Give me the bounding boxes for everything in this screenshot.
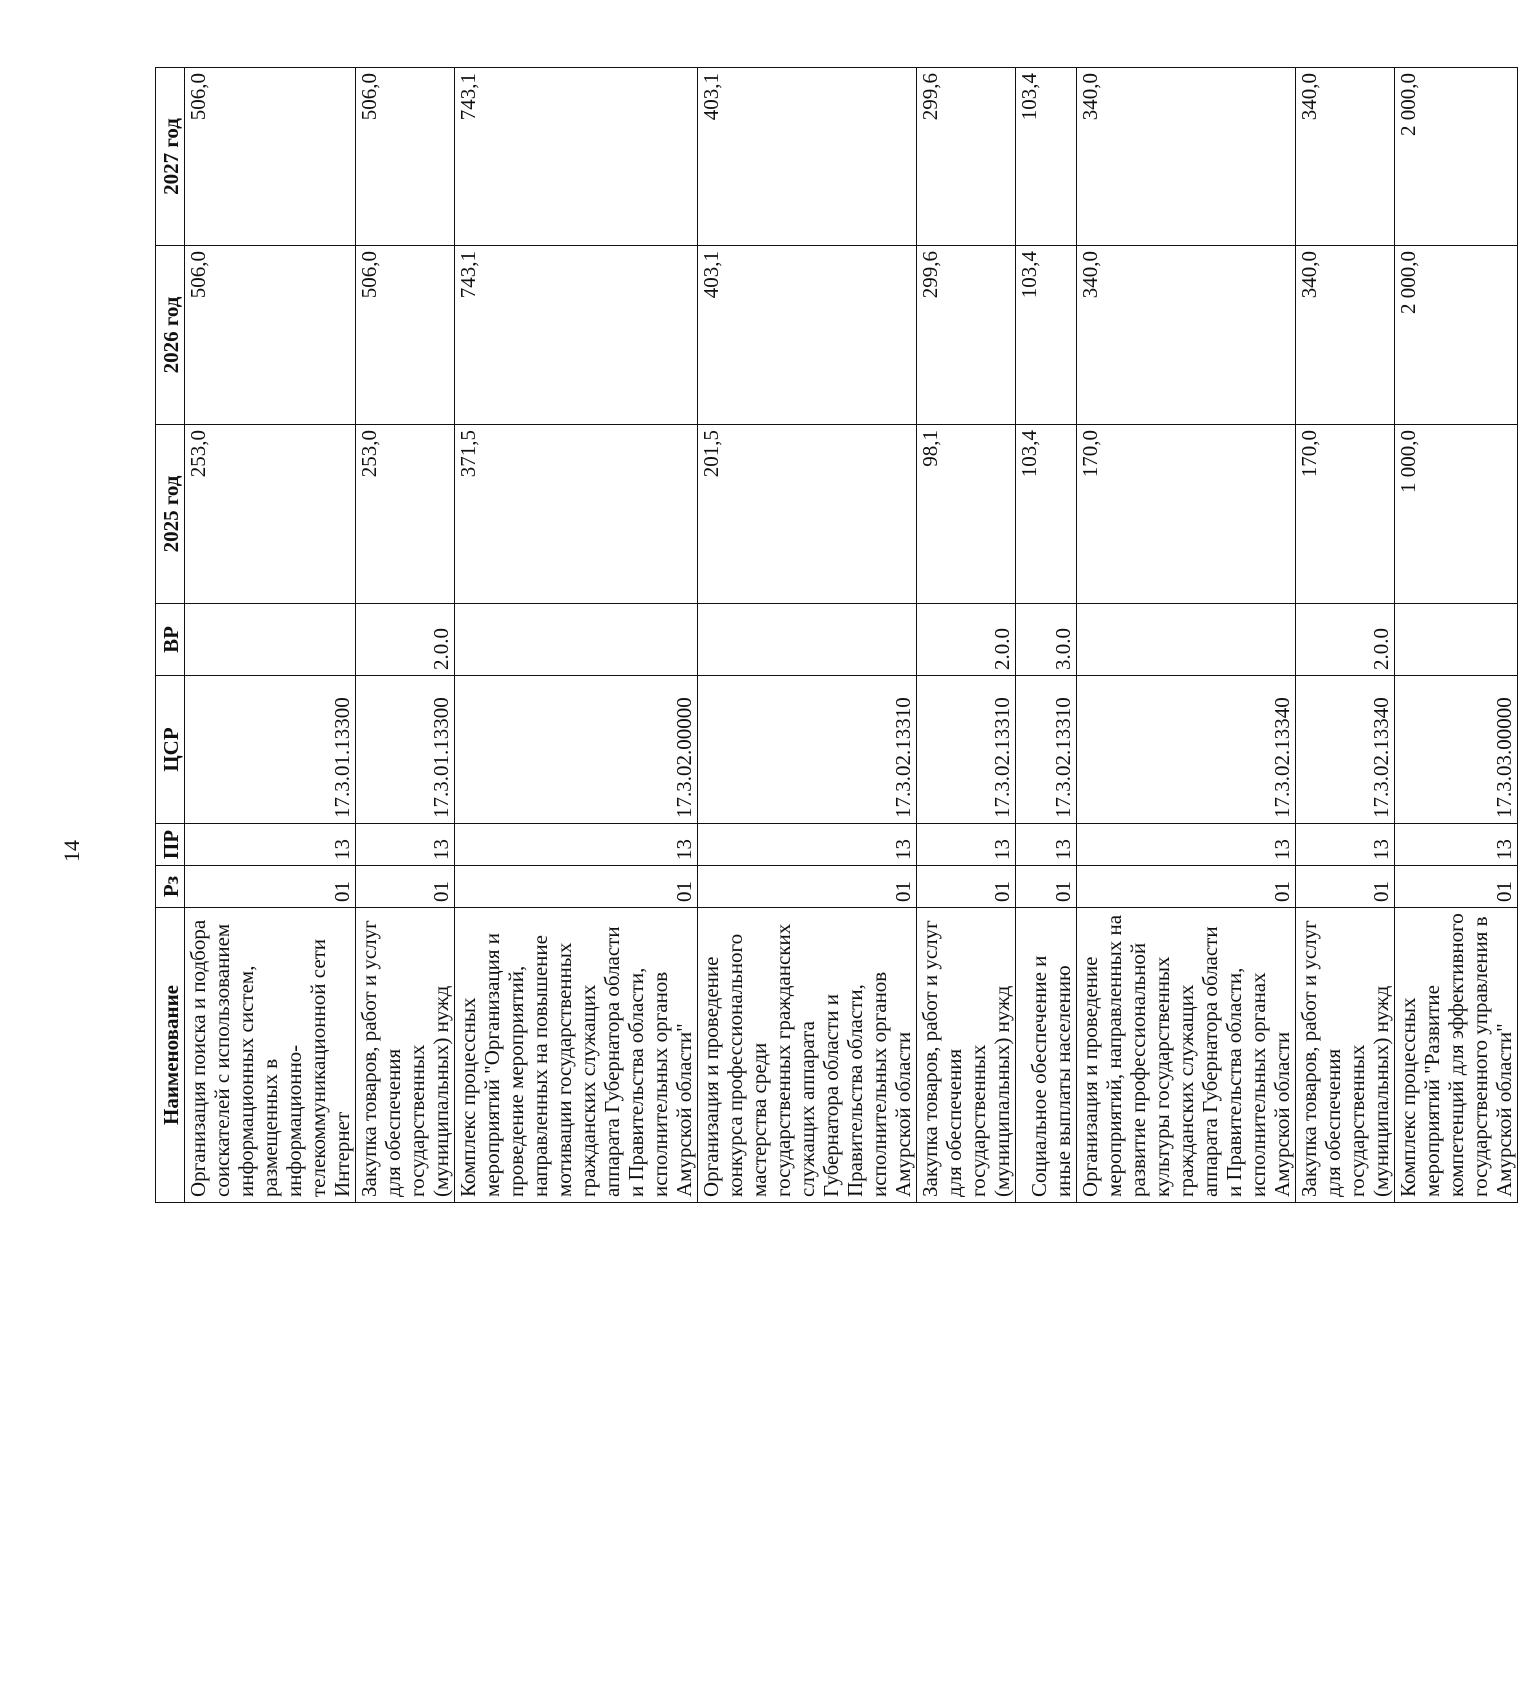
cell-csr: 17.3.02.13340 <box>1077 676 1296 824</box>
table-row <box>1016 68 1077 1203</box>
table-row <box>356 68 455 1203</box>
cell-2026: 103,4 <box>1016 246 1077 425</box>
cell-name: Комплекс процессных мероприятий "Организация и проведение мероприятий, направленных на повышение мотивации государственных гражданских служащих аппарата Губернатора области и Правительства области, исполнительных органов Амурской области" <box>455 908 698 1203</box>
table-row <box>1296 68 1395 1203</box>
cell-csr: 17.3.02.13310 <box>917 676 1016 824</box>
cell-rz: 01 <box>1016 866 1077 908</box>
page-number: 14 <box>59 840 84 862</box>
cell-vr <box>455 604 698 676</box>
cell-name: Социальное обеспечение и иные выплаты населению <box>1016 908 1077 1203</box>
table-row <box>455 68 698 1203</box>
cell-name: Организация поиска и подбора соискателей с использованием информационных систем, размещенных в информационно-телекоммуникационной сети Интернет <box>185 908 356 1203</box>
cell-2026: 340,0 <box>1296 246 1395 425</box>
cell-vr <box>1077 604 1296 676</box>
cell-vr: 2.0.0 <box>356 604 455 676</box>
cell-vr <box>698 604 917 676</box>
header-2027: 2027 год <box>156 68 185 246</box>
cell-pr: 13 <box>455 824 698 866</box>
cell-pr: 13 <box>1395 824 1518 866</box>
cell-vr: 2.0.0 <box>1296 604 1395 676</box>
cell-csr: 17.3.03.00000 <box>1395 676 1518 824</box>
cell-rz: 01 <box>455 866 698 908</box>
cell-csr: 17.3.01.13300 <box>185 676 356 824</box>
cell-2025: 103,4 <box>1016 425 1077 604</box>
cell-2025: 371,5 <box>455 425 698 604</box>
cell-2026: 340,0 <box>1077 246 1296 425</box>
cell-2025: 98,1 <box>917 425 1016 604</box>
cell-2026: 403,1 <box>698 246 917 425</box>
header-rz: Рз <box>156 866 185 908</box>
cell-csr: 17.3.02.00000 <box>455 676 698 824</box>
cell-2027: 506,0 <box>185 68 356 246</box>
cell-2026: 506,0 <box>185 246 356 425</box>
header-name: Наименование <box>156 908 185 1203</box>
cell-rz: 01 <box>698 866 917 908</box>
header-2025: 2025 год <box>156 425 185 604</box>
cell-2027: 403,1 <box>698 68 917 246</box>
cell-2027: 340,0 <box>1077 68 1296 246</box>
cell-pr: 13 <box>1016 824 1077 866</box>
cell-csr: 17.3.02.13310 <box>1016 676 1077 824</box>
cell-name: Закупка товаров, работ и услуг для обеспечения государственных (муниципальных) нужд <box>1296 908 1395 1203</box>
cell-rz: 01 <box>1296 866 1395 908</box>
cell-2025: 170,0 <box>1077 425 1296 604</box>
cell-vr <box>1395 604 1518 676</box>
cell-2027: 743,1 <box>455 68 698 246</box>
table-row <box>1395 68 1518 1203</box>
cell-2025: 170,0 <box>1296 425 1395 604</box>
header-vr: ВР <box>156 604 185 676</box>
cell-vr: 3.0.0 <box>1016 604 1077 676</box>
rotated-table-container <box>155 68 1516 1203</box>
table-row <box>1077 68 1296 1203</box>
cell-2026: 743,1 <box>455 246 698 425</box>
cell-2025: 1 000,0 <box>1395 425 1518 604</box>
table-row <box>917 68 1016 1203</box>
cell-rz: 01 <box>1395 866 1518 908</box>
cell-2026: 506,0 <box>356 246 455 425</box>
cell-pr: 13 <box>356 824 455 866</box>
cell-2027: 2 000,0 <box>1395 68 1518 246</box>
header-2026: 2026 год <box>156 246 185 425</box>
cell-vr: 2.0.0 <box>917 604 1016 676</box>
cell-csr: 17.3.02.13340 <box>1296 676 1395 824</box>
cell-2027: 506,0 <box>356 68 455 246</box>
table-header-row <box>156 68 185 1203</box>
cell-name: Комплекс процессных мероприятий "Развитие компетенций для эффективного государственного управления в Амурской области" <box>1395 908 1518 1203</box>
cell-csr: 17.3.02.13310 <box>698 676 917 824</box>
cell-2027: 340,0 <box>1296 68 1395 246</box>
cell-2027: 103,4 <box>1016 68 1077 246</box>
cell-pr: 13 <box>698 824 917 866</box>
cell-rz: 01 <box>185 866 356 908</box>
cell-2025: 253,0 <box>356 425 455 604</box>
table-row <box>698 68 917 1203</box>
cell-vr <box>185 604 356 676</box>
header-csr: ЦСР <box>156 676 185 824</box>
cell-rz: 01 <box>356 866 455 908</box>
cell-pr: 13 <box>1296 824 1395 866</box>
header-pr: ПР <box>156 824 185 866</box>
cell-pr: 13 <box>1077 824 1296 866</box>
cell-pr: 13 <box>185 824 356 866</box>
budget-table <box>155 67 1518 1203</box>
cell-name: Закупка товаров, работ и услуг для обеспечения государственных (муниципальных) нужд <box>356 908 455 1203</box>
cell-rz: 01 <box>917 866 1016 908</box>
cell-csr: 17.3.01.13300 <box>356 676 455 824</box>
cell-2025: 253,0 <box>185 425 356 604</box>
cell-name: Закупка товаров, работ и услуг для обеспечения государственных (муниципальных) нужд <box>917 908 1016 1203</box>
cell-2026: 299,6 <box>917 246 1016 425</box>
cell-rz: 01 <box>1077 866 1296 908</box>
cell-2026: 2 000,0 <box>1395 246 1518 425</box>
cell-2027: 299,6 <box>917 68 1016 246</box>
table-row <box>185 68 356 1203</box>
cell-pr: 13 <box>917 824 1016 866</box>
cell-2025: 201,5 <box>698 425 917 604</box>
cell-name: Организация и проведение мероприятий, направленных на развитие профессиональной культуры государственных гражданских служащих аппарата Губернатора области и Правительства области, исполнительных органах Амурской области <box>1077 908 1296 1203</box>
cell-name: Организация и проведение конкурса профессионального мастерства среди государственных гражданских служащих аппарата Губернатора области и Правительства области, исполнительных органов Амурской области <box>698 908 917 1203</box>
